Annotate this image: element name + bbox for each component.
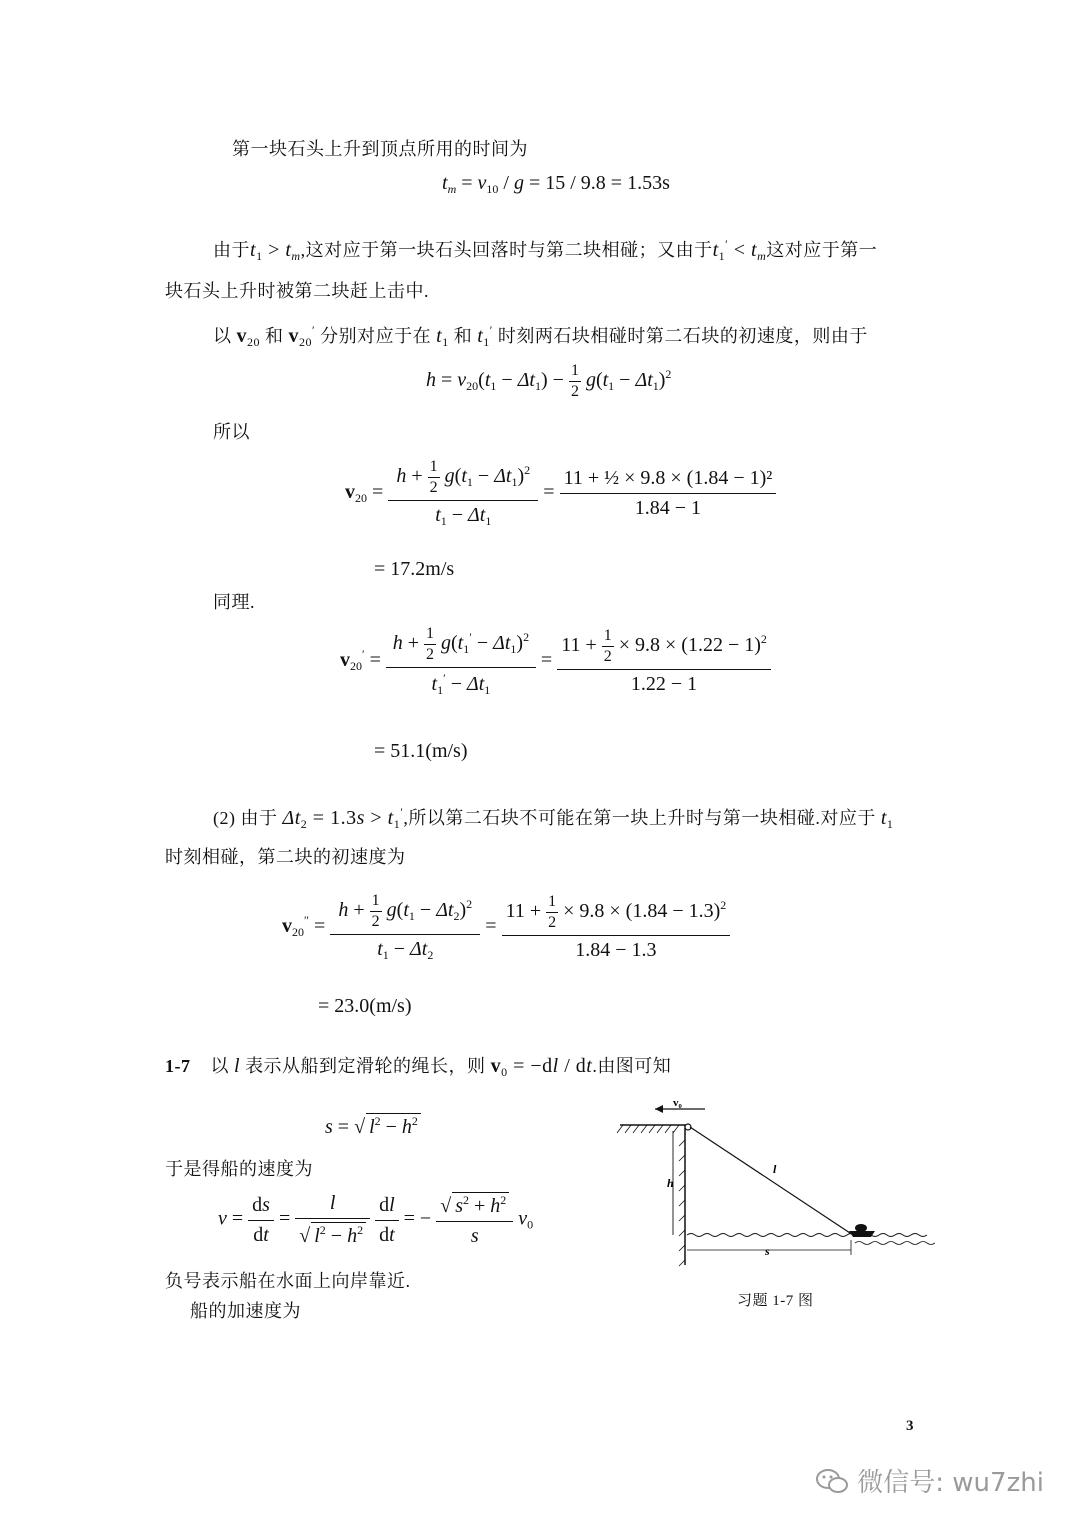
text-line: 由于$t_1 > t_m$,这对应于第一块石头回落时与第二块相碰；又由于$t_1' < t_m$这对应于第一 bbox=[213, 237, 878, 263]
page-number: 3 bbox=[906, 1418, 914, 1434]
text-line: 第一块石头上升到顶点所用的时间为 bbox=[232, 139, 528, 159]
text-line: 块石头上升时被第二块赶上击中. bbox=[165, 281, 429, 301]
text-line: 以 $v_{20}$ 和 $v_{20}'$ 分别对应于在 $t_1$ 和 $t_1'$ 时刻两石块相碰时第二石块的初速度，则由于 bbox=[213, 323, 868, 349]
shore-hatching bbox=[617, 1125, 679, 1133]
figure-1-7 bbox=[615, 1095, 935, 1275]
equation-h: $h = v_{20}(t_1 - \Delta t_1)$ − $\frac{1}{2}$ $g(t_1 - \Delta t_1)^2$ bbox=[426, 362, 672, 400]
equation-v20-result: = 17.2m/s bbox=[374, 558, 455, 580]
text-line: 1-7 以 l 表示从船到定滑轮的绳长，则 $v_0 = -dl$ / dt.由图可知 bbox=[165, 1055, 672, 1079]
rope bbox=[690, 1127, 853, 1235]
equation-v20: $v_{20}$ = h + $\frac{1}{2}$ $g(t_1 - \Delta t_1)^2$ $t_1 - \Delta t_1$ = $\frac{\text{11 + ½ × 9.8 × (1.84 − 1)²}}{1.84 - 1}$ bbox=[345, 458, 776, 529]
label-s: s bbox=[765, 1244, 770, 1258]
label-h: h bbox=[667, 1176, 674, 1190]
wall-hatching bbox=[679, 1140, 685, 1266]
text-line: 所以 bbox=[213, 422, 250, 442]
text-line: 负号表示船在水面上向岸靠近. bbox=[165, 1271, 411, 1291]
equation-v20pp-result: = 23.0(m/s) bbox=[318, 995, 412, 1017]
water-wave bbox=[855, 1242, 935, 1245]
equation-v20-double-prime: $v_{20}''$ = h + $\frac{1}{2}$ $g(t_1 - \Delta t_2)^2$ $t_1 - \Delta t_2$ = 11 + $\frac{1}{2}$ × $9.8 \times (1.84 - 1.3)^2$ 1.84 − 1.3 bbox=[282, 892, 730, 963]
text-line: 于是得船的速度为 bbox=[165, 1159, 313, 1179]
equation-s: s = √ $l^2 - h^2$ bbox=[325, 1113, 421, 1139]
equation-v: v = $\frac{ds}{dt}$ = $\frac{l}{√ l^2 - h^2}$ $\frac{dl}{dt}$ = − $\frac{√ s^2 + h^2}{s}$ $v_0$ bbox=[218, 1192, 534, 1247]
watermark: 微信号: wu7zhi bbox=[815, 1462, 1044, 1499]
equation-v20-prime: $v_{20}'$ = h + $\frac{1}{2}$ $g(t_1' - \Delta t_1)^2$ $t_1' - \Delta t_1$ = 11 + $\frac{1}{2}$ × $9.8 \times (1.22 - 1)^2$ 1.22 − 1 bbox=[340, 625, 771, 698]
figure-caption: 习题 1-7 图 bbox=[737, 1293, 814, 1309]
v0-arrowhead bbox=[655, 1105, 663, 1113]
label-l: l bbox=[773, 1162, 777, 1176]
equation-v20p-result: = 51.1(m/s) bbox=[374, 740, 468, 762]
text-line: (2) 由于 $\Delta t_2 = 1.3s > t_1'$,所以第二石块不可能在第一块上升时与第一块相碰.对应于 $t_1$ bbox=[213, 805, 894, 831]
equation-tm: $t_m = v_{10} / g = 15 / 9.8 = 1.53s$ bbox=[442, 172, 670, 196]
label-v0: v₀ bbox=[673, 1097, 682, 1109]
text-line: 同理. bbox=[213, 592, 255, 612]
wechat-icon bbox=[815, 1467, 849, 1495]
text-line: 船的加速度为 bbox=[190, 1301, 301, 1321]
water-surface bbox=[687, 1234, 927, 1237]
text-line: 时刻相碰，第二块的初速度为 bbox=[165, 847, 406, 867]
